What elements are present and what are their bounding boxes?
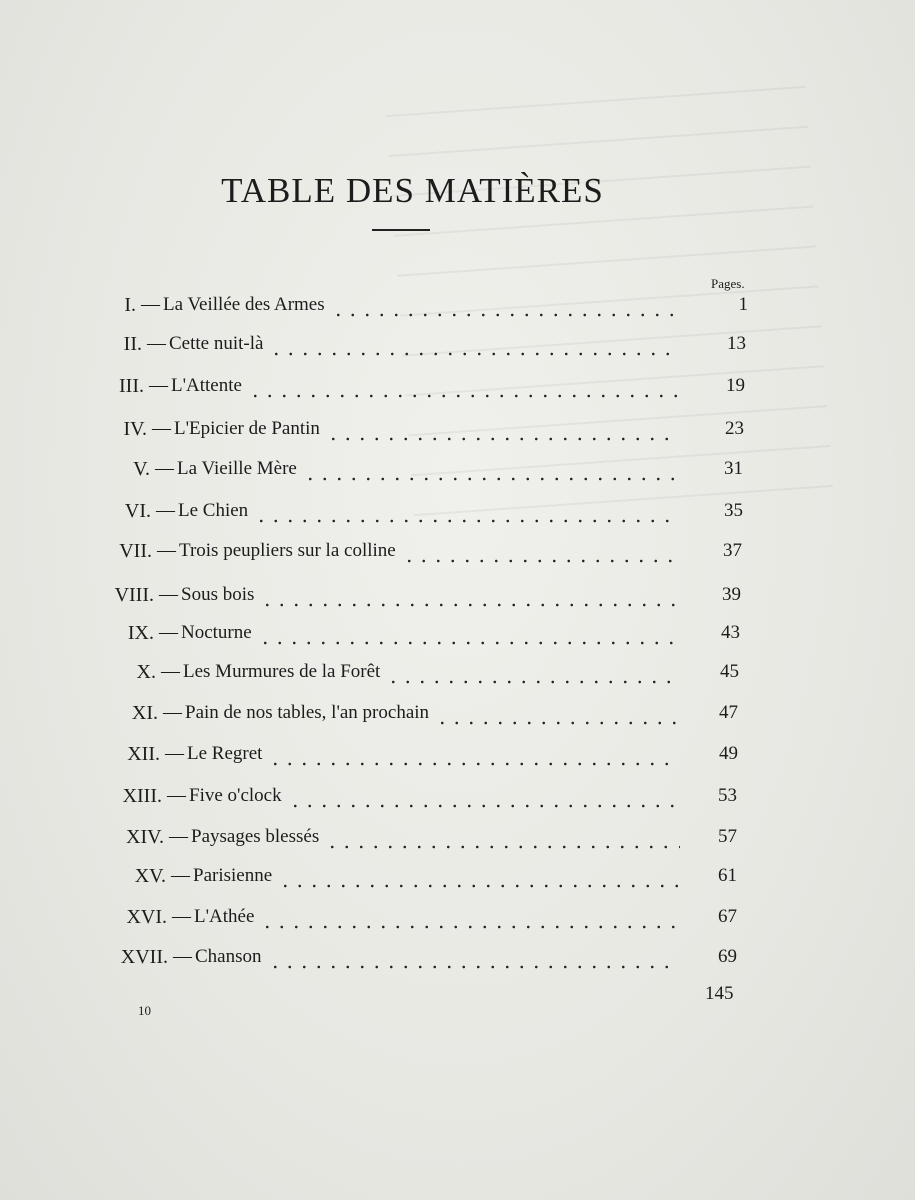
toc-dot-leaders <box>268 762 680 766</box>
toc-entry-title: Le Regret <box>187 743 263 764</box>
toc-entry-title: Paysages blessés <box>191 826 320 847</box>
toc-page-number: 13 <box>727 333 746 354</box>
toc-dot-leaders <box>386 680 680 684</box>
toc-roman-numeral: XII. <box>127 743 160 765</box>
toc-page-number: 57 <box>718 826 737 847</box>
toc-dot-leaders <box>248 394 680 398</box>
toc-page-number: 47 <box>719 702 738 723</box>
toc-dash: — <box>155 458 174 479</box>
toc-entry-title: Sous bois <box>181 584 255 605</box>
toc-dot-leaders <box>254 519 680 523</box>
toc-page-number: 49 <box>719 743 738 764</box>
toc-page-number: 67 <box>718 906 737 927</box>
toc-dash: — <box>152 418 171 439</box>
toc-dot-leaders <box>268 965 681 969</box>
toc-dash: — <box>159 622 178 643</box>
toc-roman-numeral: I. <box>124 294 136 316</box>
toc-page-number: 69 <box>718 946 737 967</box>
toc-roman-numeral: IX. <box>127 622 154 644</box>
toc-dot-leaders <box>288 804 680 808</box>
toc-dash: — <box>167 785 186 806</box>
toc-dot-leaders <box>331 313 680 317</box>
toc-dash: — <box>149 375 168 396</box>
page-number-right: 145 <box>705 983 734 1004</box>
page-title: TABLE DES MATIÈRES <box>221 171 604 211</box>
toc-roman-numeral: VIII. <box>114 584 154 606</box>
toc-entry-title: Parisienne <box>193 865 273 886</box>
toc-entry-title: Pain de nos tables, l'an prochain <box>185 702 430 723</box>
toc-dash: — <box>157 540 176 561</box>
toc-dot-leaders <box>325 845 680 849</box>
toc-dot-leaders <box>278 884 680 888</box>
toc-entry-title: Le Chien <box>178 500 249 521</box>
toc-dot-leaders <box>435 721 680 725</box>
toc-dash: — <box>163 702 182 723</box>
toc-dot-leaders <box>326 437 680 441</box>
toc-dash: — <box>141 294 160 315</box>
toc-dash: — <box>156 500 175 521</box>
toc-dot-leaders <box>269 352 680 356</box>
toc-roman-numeral: XV. <box>134 865 166 887</box>
toc-page-number: 19 <box>726 375 745 396</box>
toc-page-number: 35 <box>724 500 743 521</box>
toc-entry-title: L'Attente <box>171 375 242 396</box>
toc-entry-title: L'Epicier de Pantin <box>174 418 320 439</box>
toc-dot-leaders <box>402 559 680 563</box>
toc-roman-numeral: X. <box>136 661 156 683</box>
toc-roman-numeral: V. <box>133 458 150 480</box>
toc-dash: — <box>171 865 190 886</box>
toc-roman-numeral: XVII. <box>120 946 168 968</box>
toc-dash: — <box>169 826 188 847</box>
toc-entry-title: Trois peupliers sur la colline <box>179 540 396 561</box>
toc-roman-numeral: II. <box>123 333 142 355</box>
toc-dot-leaders <box>260 603 680 607</box>
toc-page-number: 1 <box>738 294 748 315</box>
toc-page-number: 31 <box>724 458 743 479</box>
toc-roman-numeral: IV. <box>123 418 147 440</box>
toc-page-number: 23 <box>725 418 744 439</box>
toc-entry-title: Cette nuit-là <box>169 333 264 354</box>
pages-column-label: Pages. <box>711 276 745 291</box>
toc-entry-title: Les Murmures de la Forêt <box>183 661 381 682</box>
toc-page-number: 61 <box>718 865 737 886</box>
toc-page-number: 45 <box>720 661 739 682</box>
toc-dot-leaders <box>260 925 680 929</box>
toc-entry-title: Chanson <box>195 946 262 967</box>
toc-entry-title: La Vieille Mère <box>177 458 297 479</box>
toc-dash: — <box>165 743 184 764</box>
toc-dash: — <box>173 946 192 967</box>
toc-roman-numeral: XVI. <box>126 906 167 928</box>
toc-entry-title: L'Athée <box>194 906 255 927</box>
toc-dot-leaders <box>258 641 680 645</box>
toc-dash: — <box>172 906 191 927</box>
toc-page-number: 39 <box>722 584 741 605</box>
toc-entry-title: La Veillée des Armes <box>163 294 325 315</box>
toc-roman-numeral: XI. <box>131 702 158 724</box>
toc-roman-numeral: XIII. <box>122 785 162 807</box>
toc-dash: — <box>159 584 178 605</box>
toc-roman-numeral: III. <box>119 375 144 397</box>
toc-dash: — <box>147 333 166 354</box>
toc-dash: — <box>161 661 180 682</box>
page-number-left: 10 <box>138 1003 151 1018</box>
toc-roman-numeral: VII. <box>119 540 152 562</box>
toc-dot-leaders <box>303 477 680 481</box>
toc-page-number: 43 <box>721 622 740 643</box>
toc-roman-numeral: VI. <box>124 500 151 522</box>
toc-entry-title: Nocturne <box>181 622 252 643</box>
toc-entry-title: Five o'clock <box>189 785 282 806</box>
toc-roman-numeral: XIV. <box>126 826 164 848</box>
toc-page-number: 37 <box>723 540 742 561</box>
toc-page-number: 53 <box>718 785 737 806</box>
